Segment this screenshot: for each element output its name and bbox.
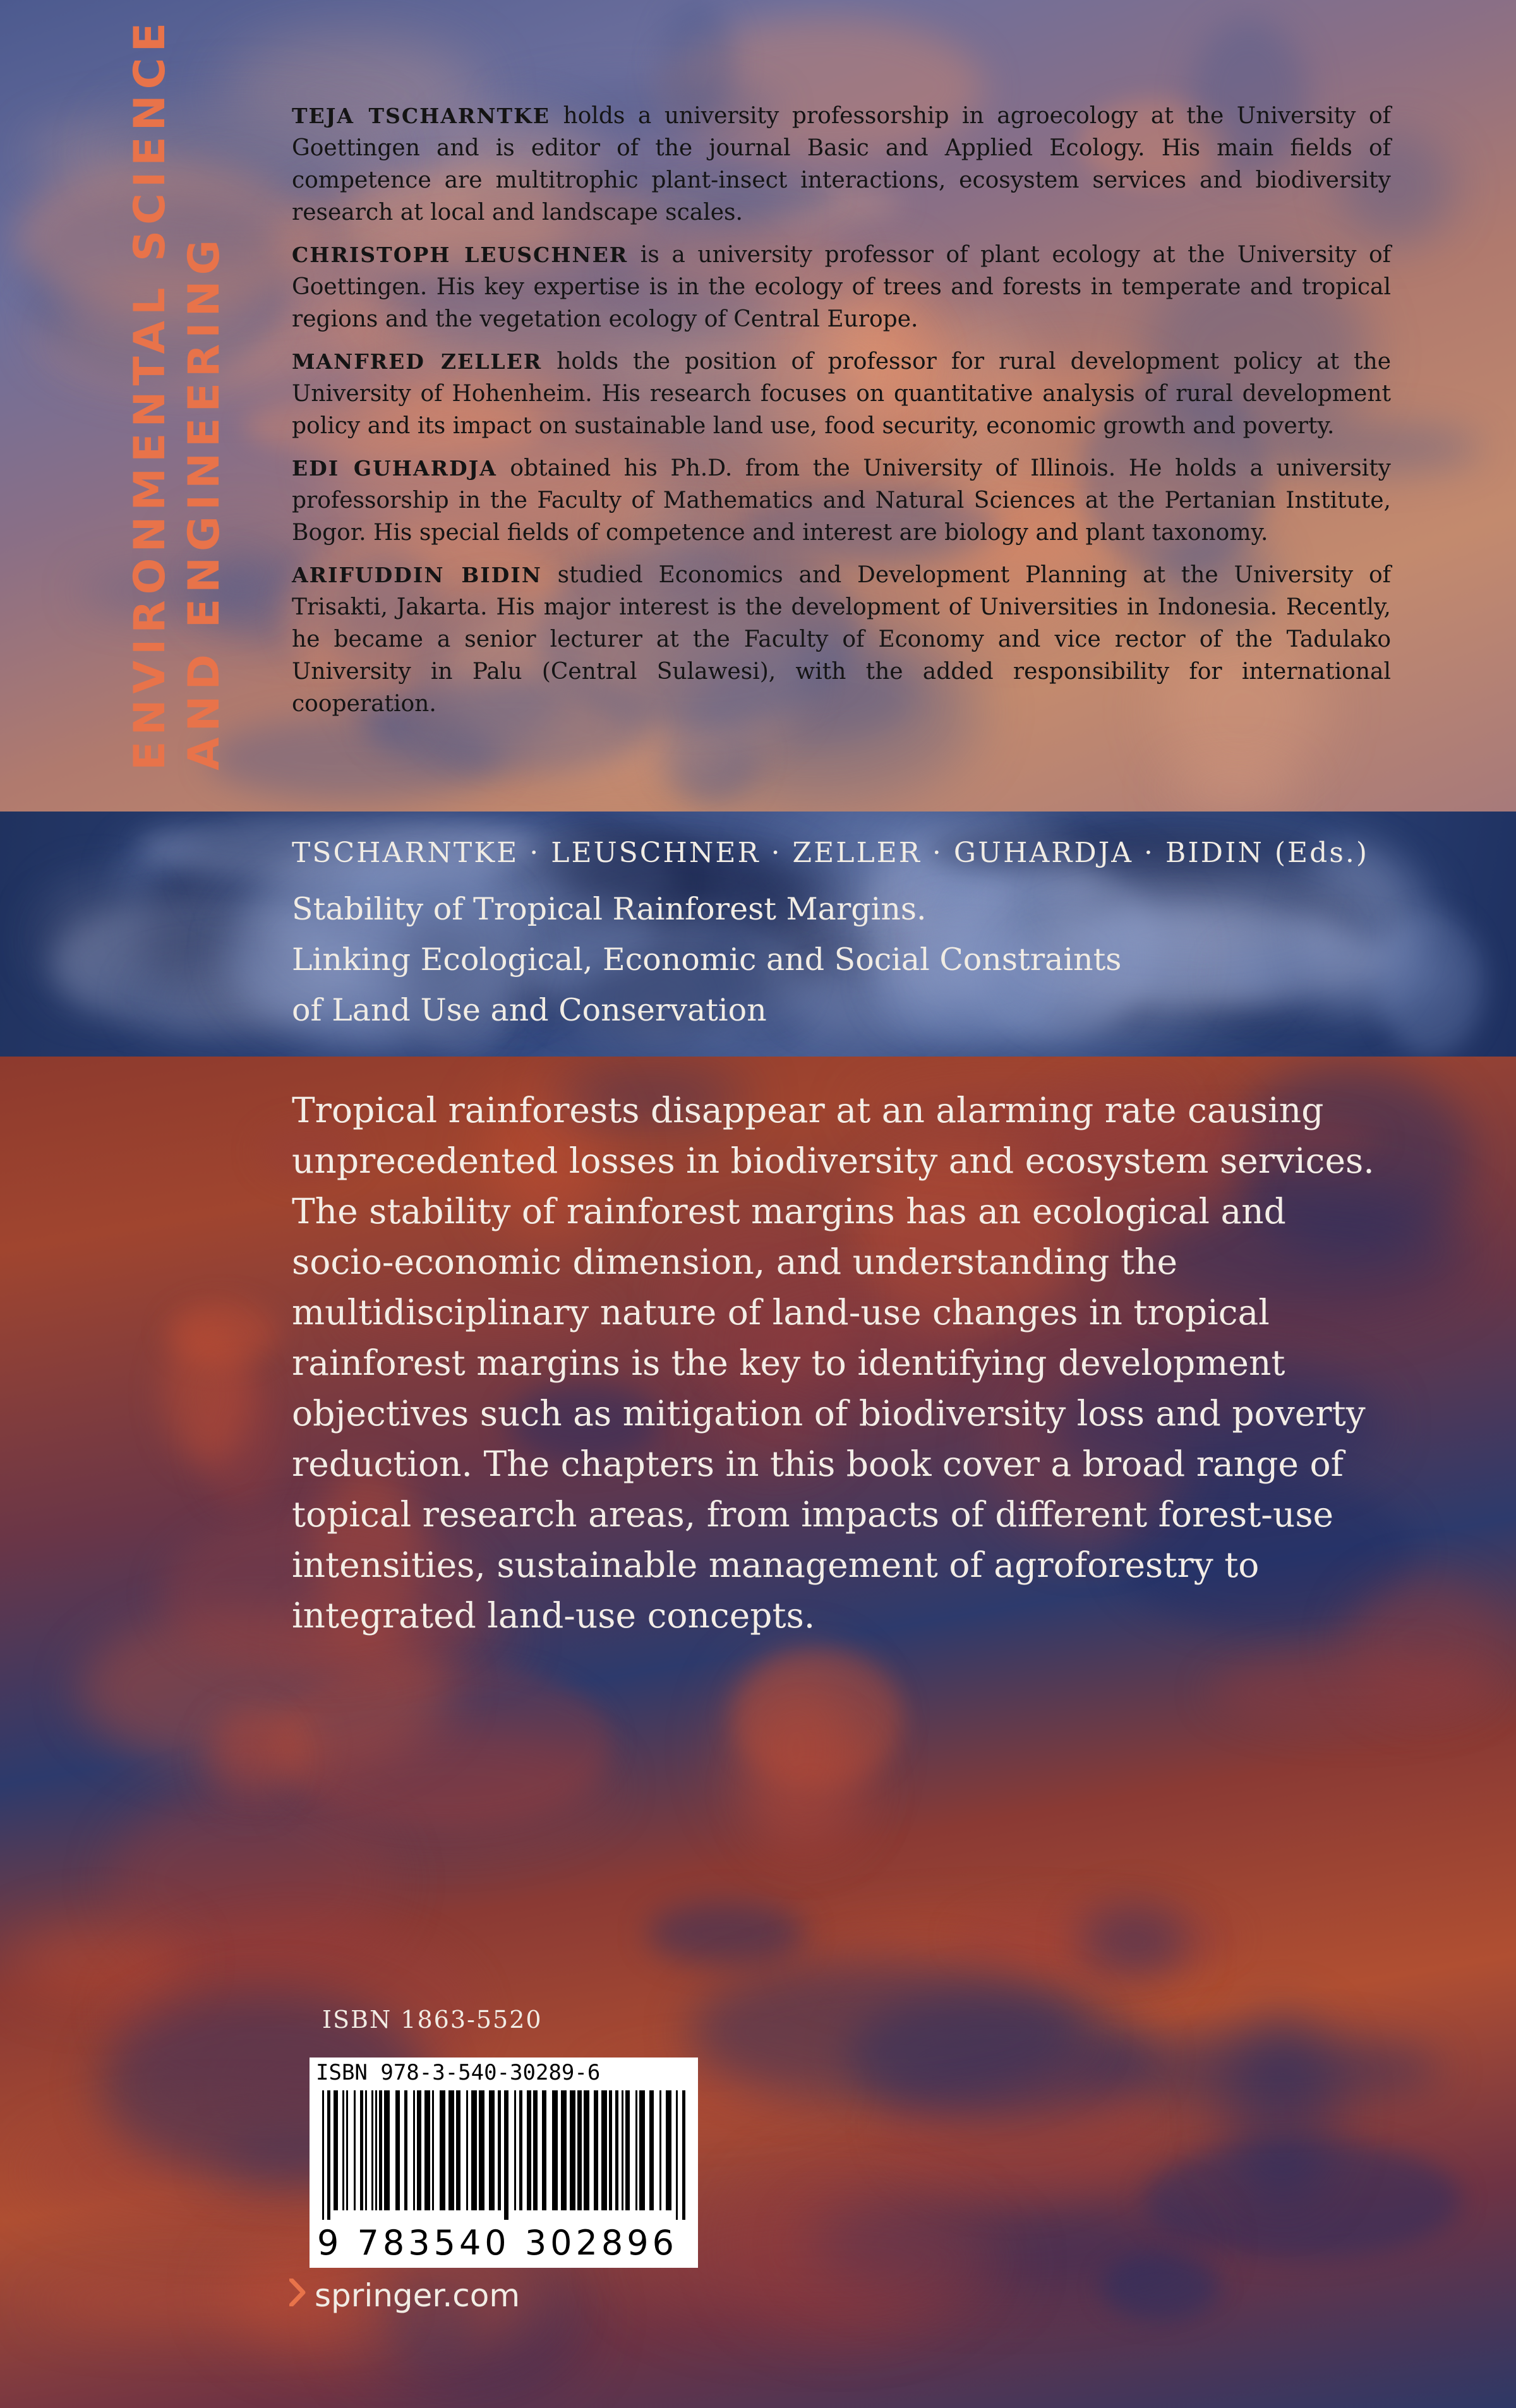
ean-digits: 9 783540 302896: [317, 2223, 678, 2263]
author-name: CHRISTOPH LEUSCHNER: [292, 243, 629, 267]
series-label-line: AND ENGINEERING: [179, 234, 229, 770]
author-name: ARIFUDDIN BIDIN: [292, 563, 542, 587]
series-label: [123, 16, 237, 770]
author-bios: [292, 100, 1391, 730]
book-title-line: of Land Use and Conservation: [292, 992, 767, 1028]
publisher-link[interactable]: [289, 2273, 520, 2318]
author-bio-text: holds a university professorship in agroecology at the University of Goettingen and is editor of the journal Basic and Applied Ecology. His main fields of competence are multitrophic plant-insect interactions, ecosystem services and biodiversity research at local and landscape scales.: [292, 103, 1391, 225]
author-name: MANFRED ZELLER: [292, 349, 543, 374]
series-label-line: ENVIRONMENTAL SCIENCE: [125, 16, 175, 770]
author-bio: [292, 239, 1391, 335]
author-name: EDI GUHARDJA: [292, 456, 497, 481]
cloud-texture: [728, 1660, 865, 1838]
author-bio-text: is a university professor of plant ecology at the University of Goettingen. His key expertise is in the ecology of trees and forests in temperate and tropical regions and the vegetation ecology of Central Europe.: [292, 242, 1391, 332]
author-bio: [292, 559, 1391, 720]
book-title: [292, 884, 1397, 1036]
publisher-website: springer.com: [315, 2277, 520, 2314]
book-title-line: Linking Ecological, Economic and Social Constraints: [292, 942, 1122, 978]
author-name: TEJA TSCHARNTKE: [292, 104, 550, 128]
series-issn: ISBN 1863-5520: [322, 2006, 543, 2034]
cloud-texture: [9, 1926, 183, 1997]
cloud-texture: [1208, 1655, 1498, 1729]
cloud-texture: [1101, 2253, 1220, 2321]
cloud-texture: [689, 1960, 1088, 2104]
barcode-label: [310, 2058, 698, 2268]
book-title-line: Stability of Tropical Rainforest Margins.: [292, 891, 927, 927]
cloud-texture: [1078, 1905, 1190, 1977]
author-bio: [292, 452, 1391, 549]
chevron-right-icon: [289, 2277, 306, 2314]
barcode-icon: [322, 2090, 685, 2220]
cloud-texture: [164, 1323, 252, 1466]
author-bio-text: obtained his Ph.D. from the University of Illinois. He holds a university professorship in the Faculty of Mathematics and Natural Sciences at the Pertanian Institute, Bogor. His special fields of competence and interest are biology and plant taxonomy.: [292, 455, 1391, 546]
author-bio-text: holds the position of professor for rural development policy at the University of Hohenheim. His research focuses on quantitative analysis of rural development policy and its impact on sustainable land use, food security, economic growth and poverty.: [292, 349, 1392, 439]
cloud-texture: [647, 1902, 805, 1965]
book-description: Tropical rainforests disappear at an alarming rate causing unprecedented losses in biodiversity and ecosystem services. The stability of rainforest margins has an ecological and socio-economic dimension, and understanding the multidisciplinary nature of land-use changes in tropical rainforest margins is the key to identifying development objectives such as mitigation of biodiversity loss and poverty reduction. The chapters in this book cover a broad range of topical research areas, from impacts of different forest-use intensities, sustainable management of agroforestry to integrated land-use concepts.: [292, 1090, 1375, 1636]
editors-line: TSCHARNTKE · LEUSCHNER · ZELLER · GUHARDJA · BIDIN (Eds.): [292, 837, 1369, 869]
cloud-texture: [207, 1715, 289, 1808]
isbn-text: ISBN 978-3-540-30289-6: [316, 2060, 601, 2085]
author-bio: [292, 100, 1391, 229]
cloud-texture: [1166, 769, 1297, 808]
author-bio-text: studied Economics and Development Planning at the University of Trisakti, Jakarta. His major interest is the development of Universities in Indonesia. Recently, he became a senior lecturer at the Faculty of Economy and vice rector of the Tadulako University in Palu (Central Sulawesi), with the added responsibility for international cooperation.: [292, 562, 1391, 717]
author-bio: [292, 345, 1391, 442]
